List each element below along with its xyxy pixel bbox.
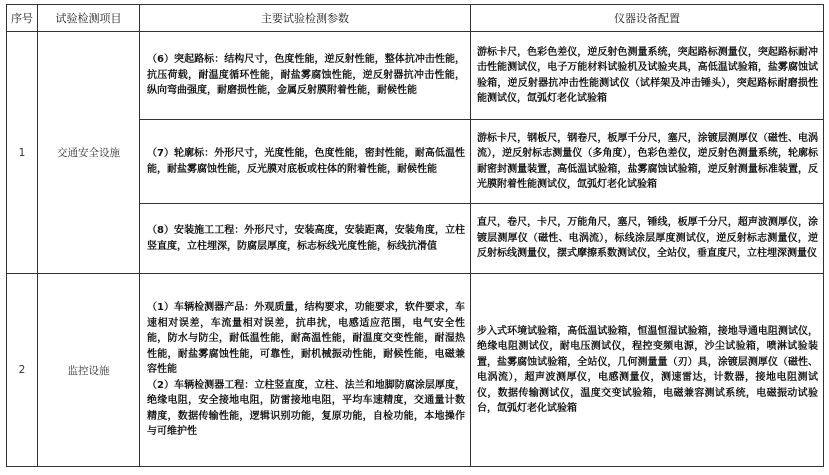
parameters-cell-raised-pavement-markers: （6）突起路标：结构尺寸，色度性能，逆反射性能，整体抗冲击性能，抗压荷载，耐温度循环性能，耐盐雾腐蚀性能，逆反射器抗冲击性能，纵向弯曲强度，耐磨损性能，金属反射膜附着性能，耐候性能 [140, 32, 471, 120]
header-equipment-configuration: 仪器设备配置 [471, 5, 824, 32]
parameters-cell-vehicle-detectors [140, 274, 471, 467]
vehicle-detector-product-parameters: （1）车辆检测器产品：外观质量，结构要求，功能要求，软件要求，车速相对误差，车流量相对误差，抗串扰，电感适应范围，电气安全性能，防水与防尘，耐低温性能，耐高温性能，耐温度交变性能，耐湿热性能，耐盐雾腐蚀性能，可靠性，耐机械振动性能，耐候性能，电磁兼容性能 [147, 302, 465, 376]
parameters-cell-delineators: （7）轮廓标：外形尺寸，光度性能，色度性能，密封性能，耐高低温性能，耐盐雾腐蚀性能，反光膜对底板或柱体的附着性能，耐候性能 [140, 120, 471, 204]
row-serial-number: 1 [7, 32, 38, 274]
header-serial-number: 序号 [7, 5, 38, 32]
equipment-cell-installation-works: 直尺，卷尺，卡尺，万能角尺，塞尺，锤线，板厚千分尺，超声波测厚仪，涂镀层测厚仪（磁性、电涡流），标线涂层厚度测试仪，逆反射标志测量仪，逆反射标线测量仪，摆式摩擦系数测试仪，全站仪，垂直度尺，立柱埋深测量仪 [471, 204, 824, 274]
parameters-cell-installation-works: （8）安装施工工程：外形尺寸，安装高度，安装距离，安装角度，立柱竖直度，立柱埋深，防腐层厚度，标志标线光度性能，标线抗滑值 [140, 204, 471, 274]
vehicle-detector-works-parameters: （2）车辆检测器工程：立柱竖直度，立柱、法兰和地脚防腐涂层厚度，绝缘电阻，安全接地电阻，防雷接地电阻，平均车速精度，交通量计数精度，数据传输性能，逻辑识别功能，复原功能，自检功能，本地操作与可维护性 [147, 379, 465, 438]
row-test-item: 监控设施 [38, 274, 140, 467]
header-main-parameters: 主要试验检测参数 [140, 5, 471, 32]
equipment-cell-monitoring-facilities: 步入式环境试验箱，高低温试验箱，恒温恒湿试验箱，接地导通电阻测试仪，绝缘电阻测试仪，耐电压测试仪，程控变频电源，沙尘试验箱，喷淋试验装置，盐雾腐蚀试验箱，全站仪，几何测量量（刃）具，涂镀层测厚仪（磁性、电涡流），超声波测厚仪，电感测量仪，测速雷达，计数器，接地电阻测试仪，数据传输测试仪，温度交变试验箱，电磁兼容测试系统，电磁振动试验台，氙弧灯老化试验箱 [471, 274, 824, 467]
table-row [7, 274, 824, 467]
table-header-row [7, 5, 824, 32]
row-serial-number: 2 [7, 274, 38, 467]
header-test-item: 试验检测项目 [38, 5, 140, 32]
inspection-parameters-table [6, 4, 824, 467]
equipment-cell-raised-pavement-markers: 游标卡尺，色彩色差仪，逆反射色测量系统，突起路标测量仪，突起路标耐冲击性能测试仪，电子万能材料试验机及试验夹具，高低温试验箱，盐雾腐蚀试验箱，逆反射器抗冲击性能测试仪（试样架及冲击锤头），突起路标耐磨损性能测试仪，氙弧灯老化试验箱 [471, 32, 824, 120]
row-test-item: 交通安全设施 [38, 32, 140, 274]
equipment-cell-delineators: 游标卡尺，钢板尺，钢卷尺，板厚千分尺，塞尺，涂镀层测厚仪（磁性、电涡流），逆反射标志测量仪（多角度），色彩色差仪，逆反射色测量系统，轮廓标耐密封测量装置，高低温试验箱，盐雾腐蚀试验箱，逆反射测量标准装置，反光膜附着性能测试仪，氙弧灯老化试验箱 [471, 120, 824, 204]
table-row [7, 32, 824, 120]
